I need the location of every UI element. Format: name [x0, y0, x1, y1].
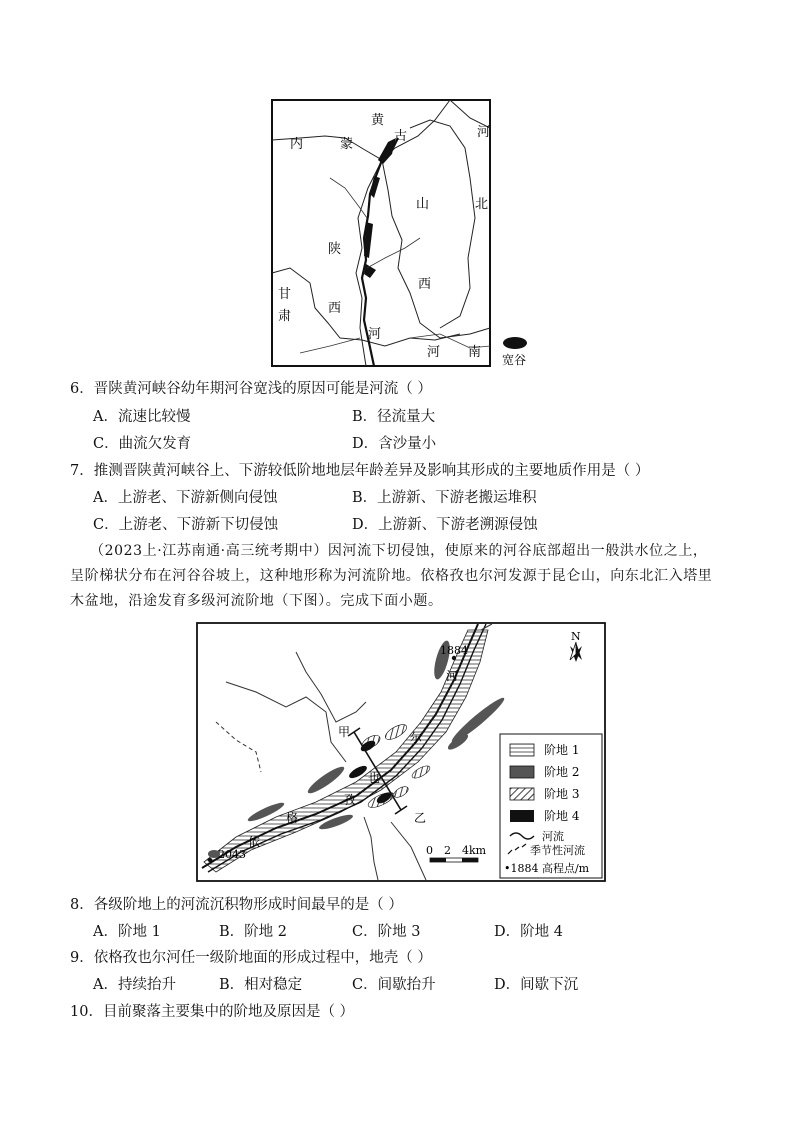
q8-option-b[interactable]: B．阶地 2	[219, 924, 287, 940]
q9-option-d[interactable]: D．间歇下沉	[494, 977, 579, 993]
label-henan-he: 河	[427, 345, 441, 360]
river-terrace-map	[196, 622, 608, 884]
label-xi3: 西	[328, 301, 342, 316]
q6-option-b[interactable]: B．径流量大	[352, 409, 436, 425]
scale-label: 0 2 4km	[426, 844, 487, 857]
river-char-1: 依	[248, 835, 261, 849]
label-huang: 黄	[371, 113, 385, 128]
legend-terrace-4: 阶地 4	[544, 809, 580, 823]
river-char-6: 河	[446, 669, 459, 683]
river-char-4: 也	[368, 771, 381, 785]
label-nei: 内	[290, 137, 304, 152]
q7-option-a[interactable]: A．上游老、下游新侧向侵蚀	[93, 490, 278, 506]
label-he-top: 河	[477, 125, 491, 140]
q6-option-a[interactable]: A．流速比较慢	[93, 409, 191, 425]
river-char-2: 格	[286, 811, 299, 825]
q7-option-d[interactable]: D．上游新、下游老溯源侵蚀	[352, 517, 538, 533]
q7-option-c[interactable]: C．上游老、下游新下切侵蚀	[93, 517, 279, 533]
intro-line-2: 呈阶梯状分布在河谷谷坡上，这种地形称为河流阶地。依格孜也尔河发源于昆仑山，向东北汇入塔里	[70, 568, 713, 584]
q8-stem: 8．各级阶地上的河流沉积物形成时间最早的是（ ）	[70, 897, 403, 913]
profile-yi: 乙	[414, 811, 427, 825]
elev-1884: 1884	[440, 644, 468, 657]
label-shaan: 陕	[328, 242, 342, 257]
q7-option-b[interactable]: B．上游新、下游老搬运堆积	[352, 490, 537, 506]
q8-option-a[interactable]: A．阶地 1	[93, 924, 161, 940]
label-henan-nan: 南	[468, 345, 482, 360]
river-char-3: 孜	[344, 793, 357, 807]
q6-stem: 6．晋陕黄河峡谷幼年期河谷宽浅的原因可能是河流（ ）	[70, 381, 432, 397]
elev-2043: 2043	[218, 848, 246, 861]
legend-seasonal-river: 季节性河流	[530, 844, 585, 857]
q7-stem: 7．推测晋陕黄河峡谷上、下游较低阶地地层年龄差异及影响其形成的主要地质作用是（ ）	[70, 463, 650, 479]
label-shan-s: 山	[416, 197, 430, 212]
north-label: N	[571, 630, 581, 643]
legend-river: 河流	[542, 830, 564, 843]
q9-option-c[interactable]: C．间歇抬升	[352, 977, 436, 993]
river-char-5: 尔	[410, 731, 423, 745]
legend-terrace-1: 阶地 1	[544, 743, 580, 757]
q8-option-c[interactable]: C．阶地 3	[352, 924, 421, 940]
q6-option-d[interactable]: D．含沙量小	[352, 436, 437, 452]
q9-stem: 9．依格孜也尔河任一级阶地面的形成过程中，地壳（ ）	[70, 950, 432, 966]
legend-terrace-2: 阶地 2	[544, 765, 580, 779]
label-bei: 北	[475, 197, 489, 212]
label-gu: 古	[394, 129, 408, 144]
label-gan: 甘	[278, 287, 292, 302]
legend-wide-valley: 宽谷	[502, 353, 527, 367]
intro-line-3: 木盆地，沿途发育多级河流阶地（下图）。完成下面小题。	[70, 593, 443, 609]
label-he-mid: 河	[368, 327, 382, 342]
legend-elevation-point: •1884 高程点/m	[504, 862, 590, 875]
label-meng: 蒙	[340, 137, 354, 152]
q9-option-b[interactable]: B．相对稳定	[219, 977, 303, 993]
label-su: 肃	[278, 309, 292, 324]
q8-option-d[interactable]: D．阶地 4	[494, 924, 563, 940]
q6-option-c[interactable]: C．曲流欠发育	[93, 436, 192, 452]
label-xi1: 西	[418, 277, 432, 292]
yellow-river-gorge-map	[270, 98, 540, 370]
legend-terrace-3: 阶地 3	[544, 787, 580, 801]
q10-stem: 10．目前聚落主要集中的阶地及原因是（ ）	[70, 1004, 355, 1020]
intro-line-1: （2023上·江苏南通·高三统考期中）因河流下切侵蚀，使原来的河谷底部超出一般洪水位之上，	[90, 543, 708, 559]
wide-valley-legend-icon	[503, 337, 527, 349]
profile-jia: 甲	[338, 725, 351, 739]
q9-option-a[interactable]: A．持续抬升	[93, 977, 176, 993]
